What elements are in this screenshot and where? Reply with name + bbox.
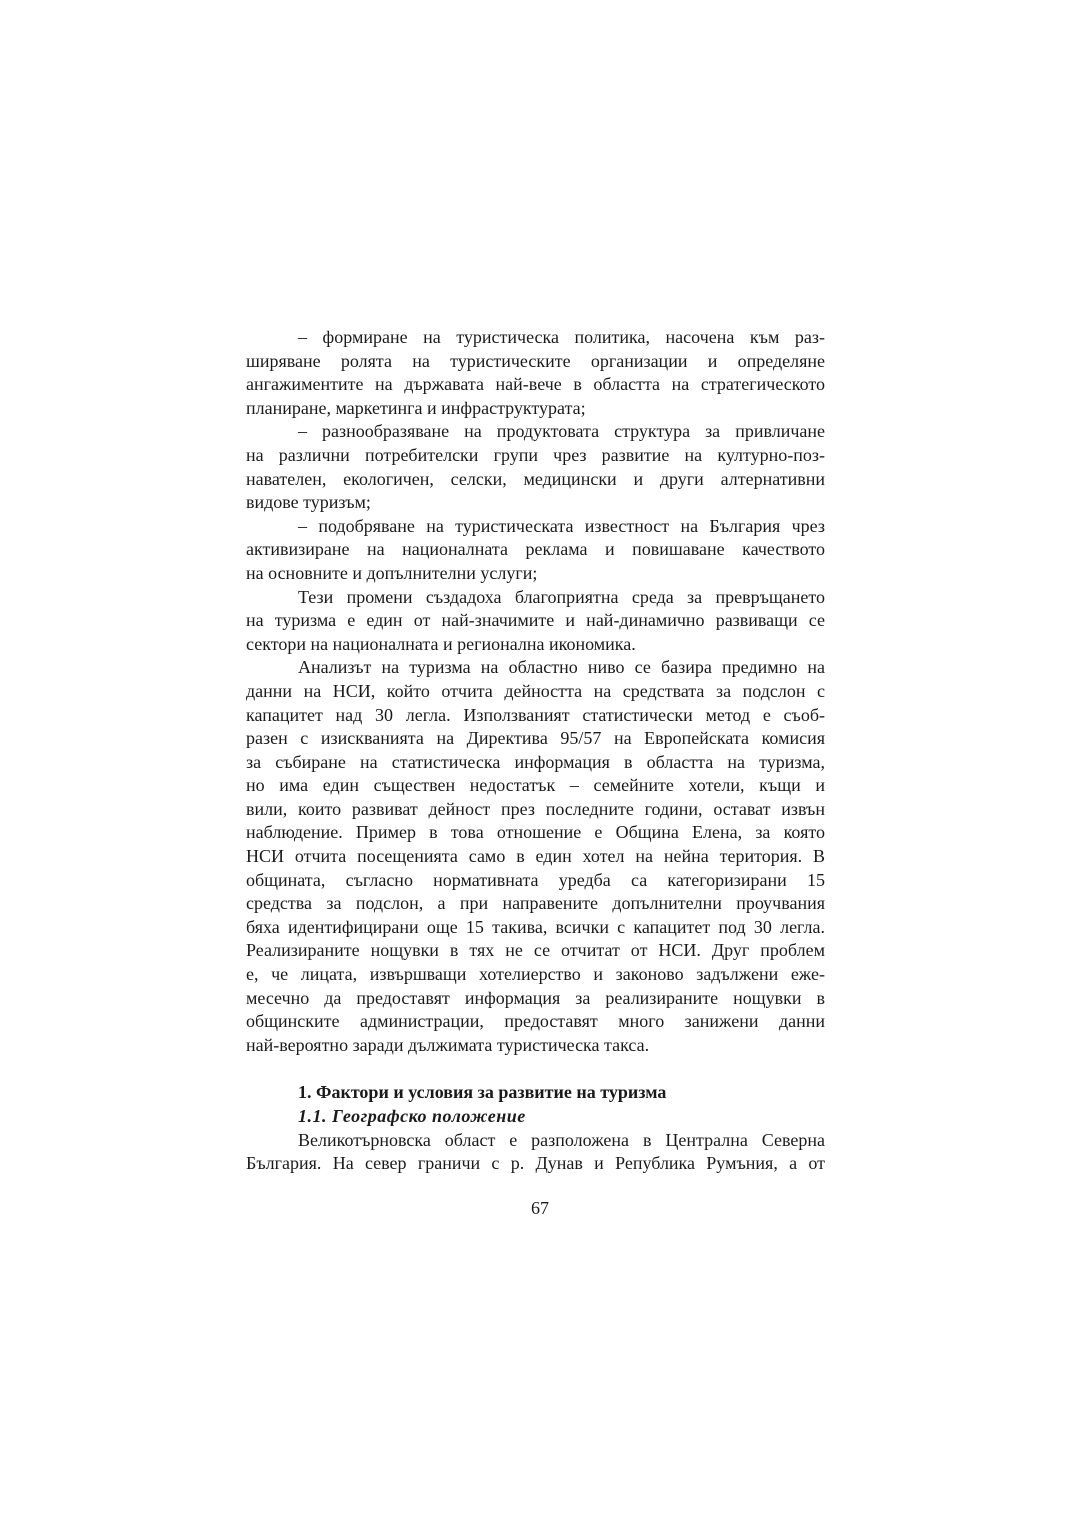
text-line: за събиране на статистическа информация в областта на туризма, bbox=[246, 751, 825, 772]
text-line: навателен, екологичен, селски, медицински и други алтернативни bbox=[246, 468, 825, 489]
text-line: Реализираните нощувки в тях не се отчитат от НСИ. Друг проблем bbox=[246, 940, 825, 961]
page-number: 67 bbox=[531, 1198, 549, 1218]
page-body bbox=[246, 326, 825, 1176]
text-line: но има един съществен недостатък – семейните хотели, къщи и bbox=[246, 775, 825, 796]
paragraph-tourism-policy bbox=[246, 326, 825, 420]
text-line: общинските администрации, предоставят много занижени данни bbox=[246, 1011, 825, 1032]
text-line: общината, съгласно нормативната уредба са категоризирани 15 bbox=[246, 869, 825, 890]
text-line: най-вероятно заради дължимата туристическа такса. bbox=[246, 1034, 650, 1055]
text-line: ангажиментите на държавата най-вече в областта на стратегическото bbox=[246, 374, 825, 395]
text-line: Анализът на туризма на областно ниво се базира предимно на bbox=[298, 657, 825, 678]
text-line: разен с изискванията на Директива 95/57 на Европейската комисия bbox=[246, 728, 825, 749]
paragraph-product-diversification bbox=[246, 420, 825, 514]
text-line: месечно да предоставят информация за реализираните нощувки в bbox=[246, 987, 825, 1008]
text-line: – подобряване на туристическата известност на България чрез bbox=[298, 515, 825, 536]
text-line: на основните и допълнителни услуги; bbox=[246, 562, 538, 583]
section-factors bbox=[246, 1081, 825, 1175]
text-line: – формиране на туристическа политика, насочена към раз- bbox=[298, 327, 825, 347]
section-spacer bbox=[246, 1057, 825, 1081]
text-line: на различни потребителски групи чрез развитие на културно-поз- bbox=[246, 444, 825, 465]
section-heading: 1. Фактори и условия за развитие на туризма bbox=[298, 1082, 667, 1103]
text-line: бяха идентифицирани още 15 такива, всички с капацитет под 30 легла. bbox=[246, 916, 825, 937]
text-line: капацитет над 30 легла. Използваният статистически метод е съоб- bbox=[246, 704, 825, 725]
text-line: Великотърновска област е разположена в Централна Северна bbox=[298, 1129, 825, 1150]
text-line: ширяване ролята на туристическите организации и определяне bbox=[246, 350, 825, 371]
paragraph-changes bbox=[246, 586, 825, 657]
text-line: вили, които развиват дейност през последните години, остават извън bbox=[246, 798, 825, 819]
text-line: данни на НСИ, който отчита дейността на средствата за подслон с bbox=[246, 680, 825, 701]
text-line: България. На север граничи с р. Дунав и Република Румъния, а от bbox=[246, 1153, 825, 1174]
text-line: сектори на националната и регионална икономика. bbox=[246, 633, 636, 654]
paragraph-awareness bbox=[246, 515, 825, 586]
paragraph-analysis bbox=[246, 656, 825, 1057]
section-subheading: 1.1. Географско положение bbox=[298, 1106, 526, 1126]
text-line: средства за подслон, а при направените допълнителни проучвания bbox=[246, 893, 825, 914]
text-line: Тези промени създадоха благоприятна среда за превръщането bbox=[298, 586, 825, 607]
text-line: активизиране на националната реклама и повишаване качеството bbox=[246, 539, 825, 560]
text-line: наблюдение. Пример в това отношение е Община Елена, за която bbox=[246, 822, 825, 843]
text-line: е, че лицата, извършващи хотелиерство и законово задължени еже- bbox=[246, 964, 825, 985]
text-line: НСИ отчита посещенията само в един хотел на нейна територия. В bbox=[246, 846, 825, 867]
text-line: видове туризъм; bbox=[246, 492, 371, 513]
text-line: планиране, маркетинга и инфраструктурата; bbox=[246, 397, 586, 418]
text-line: на туризма е един от най-значимите и най-динамично развиващи се bbox=[246, 610, 825, 631]
text-line: – разнообразяване на продуктовата структура за привличане bbox=[298, 421, 825, 442]
